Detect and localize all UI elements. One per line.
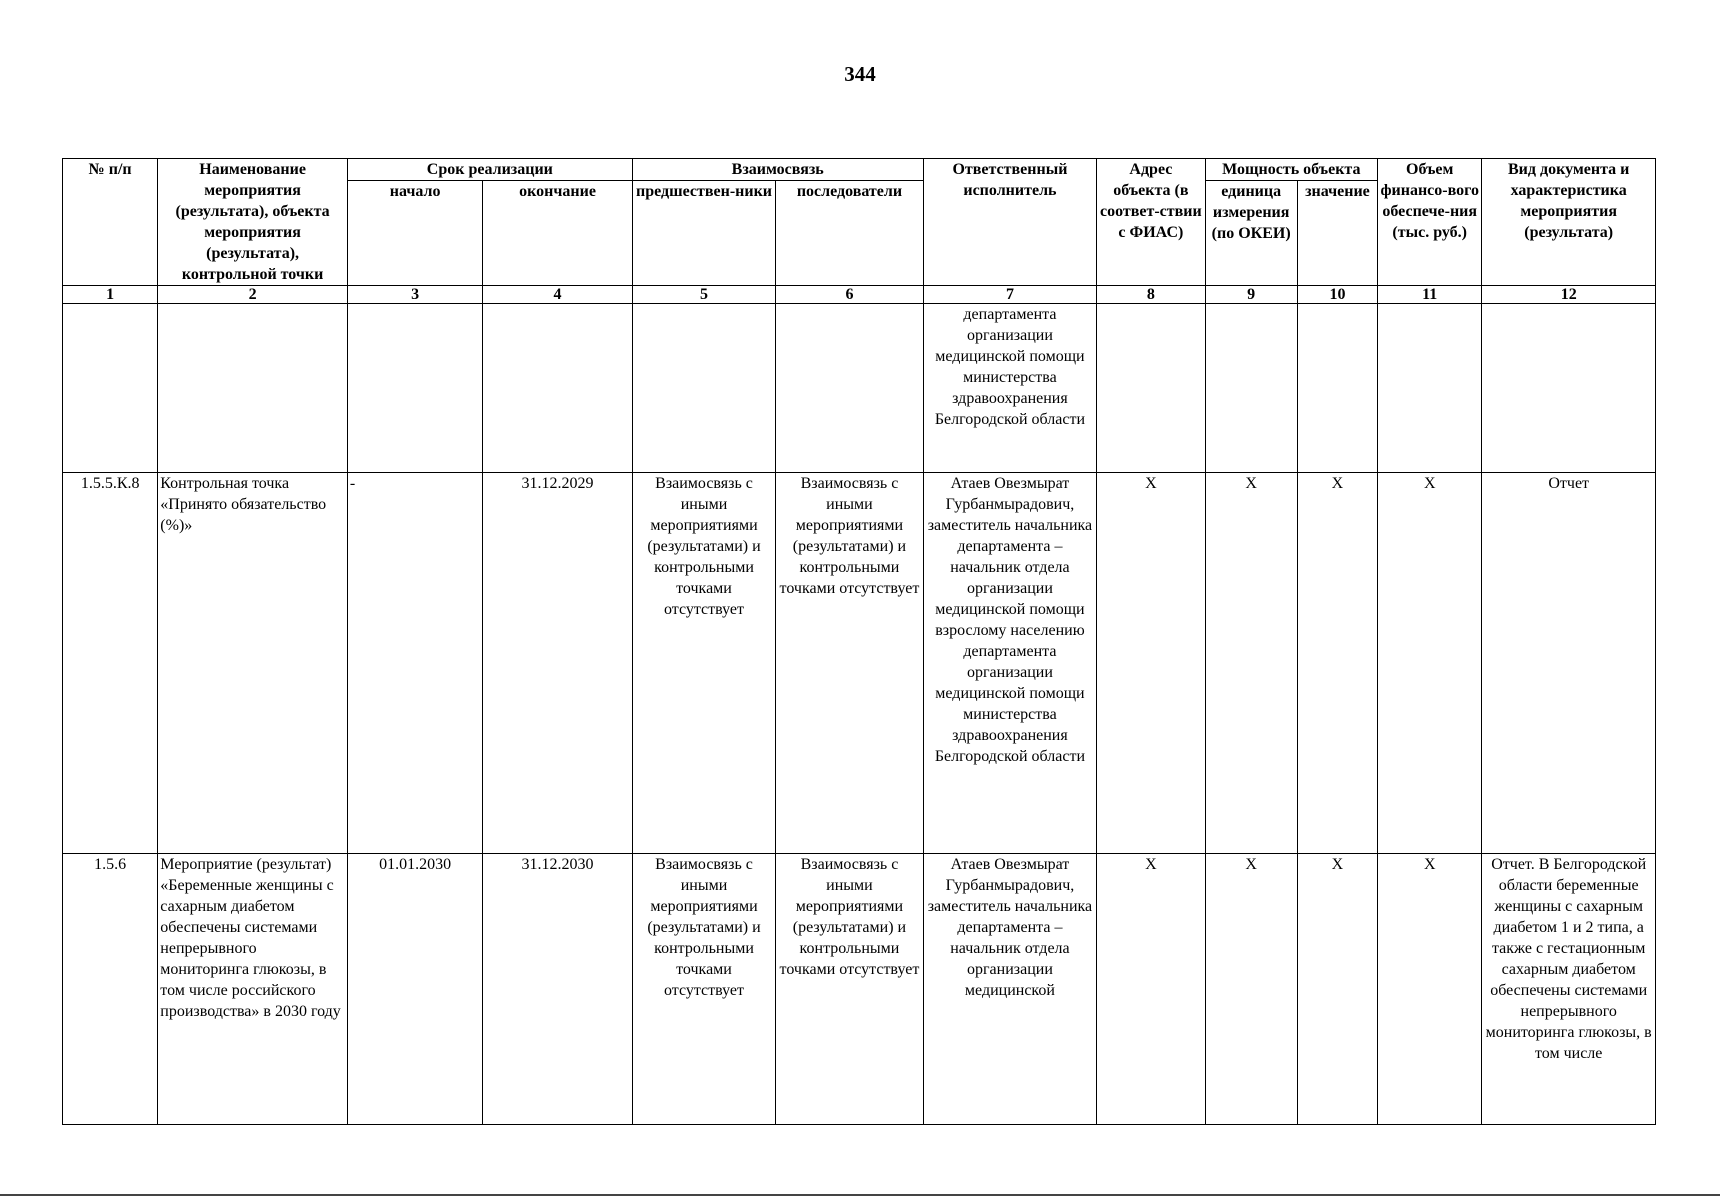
column-number: 8 [1097,286,1205,304]
cell-value: Х [1297,473,1377,854]
cell-no: 1.5.5.К.8 [63,473,158,854]
cell-predecessors [632,304,775,473]
cell-document [1482,304,1656,473]
header-col-address: Адрес объекта (в соответ-ствии с ФИАС) [1097,159,1205,286]
header-col-no: № п/п [63,159,158,286]
header-col-value: значение [1297,181,1377,286]
cell-successors [776,304,923,473]
table-row [63,854,1656,1125]
header-group-capacity: Мощность объекта [1205,159,1378,181]
cell-no [63,304,158,473]
cell-successors: Взаимосвязь с иными мероприятиями (результатами) и контрольными точками отсутствует [776,854,923,1125]
cell-unit [1205,304,1297,473]
header-col-name: Наименование мероприятия (результата), объекта мероприятия (результата), контрольной точки [158,159,348,286]
cell-start [347,304,482,473]
column-number-row [63,286,1656,304]
cell-address: Х [1097,473,1205,854]
header-col-responsible: Ответственный исполнитель [923,159,1097,286]
cell-finance: Х [1378,473,1482,854]
header-col-unit: единица измерения (по ОКЕИ) [1205,181,1297,286]
column-number: 2 [158,286,348,304]
cell-end: 31.12.2030 [483,854,632,1125]
column-number: 6 [776,286,923,304]
cell-value: Х [1297,854,1377,1125]
header-col-finance: Объем финансо-вого обеспече-ния (тыс. руб.) [1378,159,1482,286]
cell-finance [1378,304,1482,473]
column-number: 10 [1297,286,1377,304]
column-number: 4 [483,286,632,304]
header-row-1 [63,159,1656,181]
header-col-predecessors: предшествен-ники [632,181,775,286]
cell-predecessors: Взаимосвязь с иными мероприятиями (результатами) и контрольными точками отсутствует [632,854,775,1125]
scan-bottom-edge [0,1194,1720,1196]
cell-start: 01.01.2030 [347,854,482,1125]
column-number: 12 [1482,286,1656,304]
cell-no: 1.5.6 [63,854,158,1125]
cell-start: - [347,473,482,854]
column-number: 3 [347,286,482,304]
cell-unit: Х [1205,854,1297,1125]
cell-end [483,304,632,473]
table-row [63,304,1656,473]
cell-successors: Взаимосвязь с иными мероприятиями (результатами) и контрольными точками отсутствует [776,473,923,854]
column-number: 5 [632,286,775,304]
column-number: 11 [1378,286,1482,304]
cell-document: Отчет. В Белгородской области беременные женщины с сахарным диабетом 1 и 2 типа, а также с гестационным сахарным диабетом обеспечены системами непрерывного мониторинга глюкозы, в том числе [1482,854,1656,1125]
page-number: 344 [844,62,876,86]
cell-responsible: Атаев Овезмырат Гурбанмырадович, заместитель начальника департамента – начальник отдела организации медицинской помощи взрослому населению департамента организации медицинской помощи министерства здравоохранения Белгородской области [923,473,1097,854]
cell-document: Отчет [1482,473,1656,854]
cell-address [1097,304,1205,473]
column-number: 1 [63,286,158,304]
header-col-document: Вид документа и характеристика мероприятия (результата) [1482,159,1656,286]
cell-address: Х [1097,854,1205,1125]
header-col-end: окончание [483,181,632,286]
cell-responsible: Атаев Овезмырат Гурбанмырадович, заместитель начальника департамента – начальник отдела организации медицинской [923,854,1097,1125]
cell-name [158,304,348,473]
column-number: 7 [923,286,1097,304]
cell-name: Мероприятие (результат) «Беременные женщины с сахарным диабетом обеспечены системами непрерывного мониторинга глюкозы, в том числе российского производства» в 2030 году [158,854,348,1125]
header-group-link: Взаимосвязь [632,159,923,181]
header-col-successors: последователи [776,181,923,286]
cell-value [1297,304,1377,473]
header-col-start: начало [347,181,482,286]
cell-finance: Х [1378,854,1482,1125]
cell-unit: Х [1205,473,1297,854]
header-group-term: Срок реализации [347,159,632,181]
cell-name: Контрольная точка «Принято обязательство (%)» [158,473,348,854]
events-table [62,158,1656,1125]
cell-predecessors: Взаимосвязь с иными мероприятиями (результатами) и контрольными точками отсутствует [632,473,775,854]
cell-end: 31.12.2029 [483,473,632,854]
cell-responsible: департамента организации медицинской помощи министерства здравоохранения Белгородской области [923,304,1097,473]
column-number: 9 [1205,286,1297,304]
table-row [63,473,1656,854]
